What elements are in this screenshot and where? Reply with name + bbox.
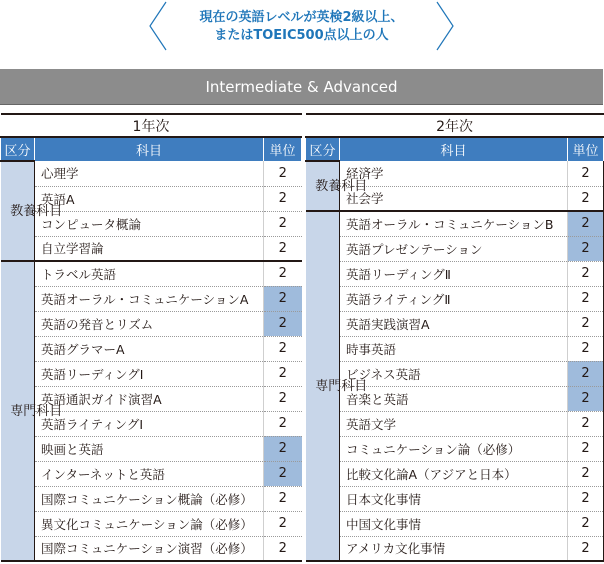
subject-cell: コンピュータ概論 (35, 211, 264, 236)
unit-cell: 2 (264, 386, 302, 411)
unit-cell: 2 (568, 311, 604, 336)
unit-cell: 2 (264, 311, 302, 336)
subject-cell: 英語オーラル・コミュニケーションB (340, 211, 568, 236)
year2-subject-header: 科目 (340, 137, 568, 161)
column-gap (302, 536, 306, 561)
curriculum-table (0, 113, 604, 562)
column-gap (302, 236, 306, 261)
subject-cell: 社会学 (340, 186, 568, 211)
subject-cell: ビジネス英語 (340, 361, 568, 386)
unit-cell: 2 (264, 261, 302, 286)
unit-cell: 2 (264, 286, 302, 311)
unit-cell: 2 (568, 336, 604, 361)
column-gap (302, 511, 306, 536)
year2-category-header: 区分 (306, 137, 340, 161)
column-gap (302, 186, 306, 211)
year1-category-header: 区分 (1, 137, 35, 161)
subject-cell: 英語A (35, 186, 264, 211)
unit-cell: 2 (568, 261, 604, 286)
unit-cell: 2 (264, 211, 302, 236)
subject-cell: 国際コミュニケーション演習（必修） (35, 536, 264, 561)
column-gap (302, 361, 306, 386)
subject-cell: 英語オーラル・コミュニケーションA (35, 286, 264, 311)
category-label: 専門科目 (10, 403, 63, 419)
year1-subject-header: 科目 (35, 137, 264, 161)
subject-cell: 英語の発音とリズム (35, 311, 264, 336)
unit-cell: 2 (264, 336, 302, 361)
unit-cell: 2 (264, 436, 302, 461)
year2-category-specialized (306, 211, 368, 561)
unit-cell: 2 (264, 236, 302, 261)
subject-cell: 映画と英語 (35, 436, 264, 461)
unit-cell: 2 (568, 211, 604, 236)
column-gap (302, 386, 306, 411)
unit-cell: 2 (264, 411, 302, 436)
table-row (1, 161, 604, 186)
year2-label: 2年次 (306, 114, 604, 137)
column-header-row (1, 137, 604, 161)
unit-cell: 2 (568, 286, 604, 311)
unit-cell: 2 (568, 186, 604, 211)
subject-cell: 異文化コミュニケーション論（必修） (35, 511, 264, 536)
table-row (1, 386, 604, 411)
column-gap (302, 461, 306, 486)
subject-cell: 英語通訳ガイド演習A (35, 386, 264, 411)
subject-cell: 日本文化事情 (340, 486, 568, 511)
unit-cell: 2 (568, 236, 604, 261)
unit-cell: 2 (568, 511, 604, 536)
unit-cell: 2 (264, 186, 302, 211)
table-row (1, 461, 604, 486)
subject-cell: アメリカ文化事情 (340, 536, 568, 561)
subject-cell: コミュニケーション論（必修） (340, 436, 568, 461)
unit-cell: 2 (264, 511, 302, 536)
subject-cell: 自立学習論 (35, 236, 264, 261)
subject-cell: 英語ライティングⅠ (35, 411, 264, 436)
year-header-row (1, 114, 604, 137)
callout-line-2: またはTOEIC500点以上の人 (214, 28, 389, 43)
table-row (1, 236, 604, 261)
column-gap (302, 311, 306, 336)
table-row (1, 211, 604, 236)
subject-cell: 中国文化事情 (340, 511, 568, 536)
unit-cell: 2 (568, 161, 604, 186)
column-gap (302, 261, 306, 286)
subject-cell: 国際コミュニケーション概論（必修） (35, 486, 264, 511)
table-row (1, 261, 604, 286)
unit-cell: 2 (264, 161, 302, 186)
eligibility-callout (0, 0, 603, 56)
subject-cell: 時事英語 (340, 336, 568, 361)
unit-cell: 2 (568, 411, 604, 436)
table-row (1, 511, 604, 536)
column-gap (302, 436, 306, 461)
year1-category-specialized (1, 261, 63, 561)
subject-cell: トラベル英語 (35, 261, 264, 286)
unit-cell: 2 (568, 386, 604, 411)
table-row (1, 411, 604, 436)
unit-cell: 2 (264, 486, 302, 511)
unit-cell: 2 (568, 536, 604, 561)
table-row (1, 486, 604, 511)
unit-cell: 2 (568, 486, 604, 511)
unit-cell: 2 (568, 461, 604, 486)
year2-unit-header: 単位 (568, 137, 604, 161)
unit-cell: 2 (568, 436, 604, 461)
table-row (1, 286, 604, 311)
subject-cell: 英語リーディングⅠ (35, 361, 264, 386)
subject-cell: 心理学 (35, 161, 264, 186)
subject-cell: 英語文学 (340, 411, 568, 436)
callout-line-1: 現在の英語レベルが英検2級以上、 (199, 10, 404, 25)
subject-cell: 英語プレゼンテーション (340, 236, 568, 261)
column-gap (302, 486, 306, 511)
column-gap (302, 336, 306, 361)
category-label: 教養科目 (315, 178, 368, 194)
year1-label: 1年次 (1, 114, 302, 137)
subject-cell: 音楽と英語 (340, 386, 568, 411)
table-row (1, 186, 604, 211)
year1-unit-header: 単位 (264, 137, 302, 161)
table-row (1, 536, 604, 561)
subject-cell: 経済学 (340, 161, 568, 186)
unit-cell: 2 (568, 361, 604, 386)
level-banner: Intermediate & Advanced (0, 69, 603, 105)
unit-cell: 2 (264, 461, 302, 486)
subject-cell: 英語ライティングⅡ (340, 286, 568, 311)
subject-cell: インターネットと英語 (35, 461, 264, 486)
table-row (1, 361, 604, 386)
subject-cell: 英語実践演習A (340, 311, 568, 336)
column-gap (302, 411, 306, 436)
unit-cell: 2 (264, 361, 302, 386)
category-label: 専門科目 (315, 378, 368, 394)
table-row (1, 336, 604, 361)
category-label: 教養科目 (10, 203, 63, 219)
subject-cell: 比較文化論A（アジアと日本） (340, 461, 568, 486)
subject-cell: 英語グラマーA (35, 336, 264, 361)
column-gap (302, 286, 306, 311)
table-row (1, 311, 604, 336)
table-row (1, 436, 604, 461)
subject-cell: 英語リーディングⅡ (340, 261, 568, 286)
unit-cell: 2 (264, 536, 302, 561)
